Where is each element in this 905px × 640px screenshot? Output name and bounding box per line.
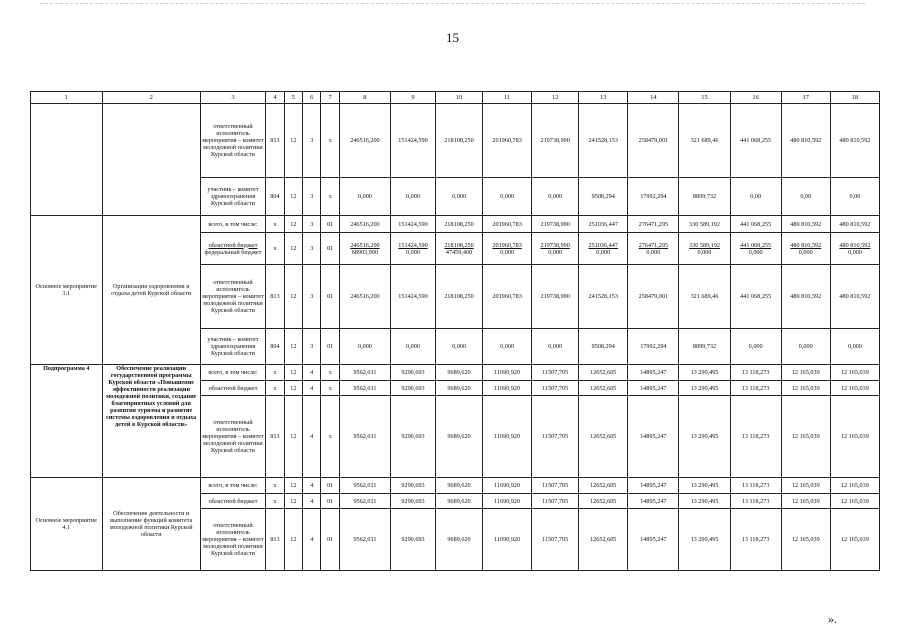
table-row <box>31 104 880 178</box>
col-header: 12 <box>532 92 579 104</box>
code-cell: 12 <box>284 216 302 233</box>
value-cell: 480 810,592 <box>830 265 879 329</box>
value-federal: 47459,400 <box>445 248 473 256</box>
code-cell: 3 <box>303 104 321 178</box>
value-cell: 480 810,592 <box>781 104 830 178</box>
value-cell: 13 118,273 <box>730 478 781 494</box>
value-cell: 11690,920 <box>483 509 532 571</box>
value-cell <box>679 233 730 265</box>
value-cell: 0,000 <box>339 178 390 216</box>
value-cell: 0,00 <box>830 178 879 216</box>
value-cell: 201960,783 <box>483 265 532 329</box>
value-cell <box>579 233 628 265</box>
value-cell: 246516,200 <box>339 104 390 178</box>
code-cell: 12 <box>284 381 302 396</box>
value-cell: 480 810,592 <box>781 216 830 233</box>
value-cell: 13 290,495 <box>679 494 730 509</box>
value-cell: 12 165,039 <box>781 365 830 381</box>
value-cell: 14895,247 <box>628 365 679 381</box>
value-regional: 330 589,192 <box>689 241 720 249</box>
value-cell: 12652,605 <box>579 509 628 571</box>
value-cell <box>628 233 679 265</box>
value-cell: 9562,011 <box>339 365 390 381</box>
responsible-cell: всего, в том числе: <box>200 478 265 494</box>
col-header: 10 <box>436 92 483 104</box>
value-regional: 276471,295 <box>638 241 669 249</box>
code-cell: 12 <box>284 365 302 381</box>
code-cell: х <box>321 178 339 216</box>
grbs-cell: 813 <box>266 265 284 329</box>
value-cell: 258479,001 <box>628 104 679 178</box>
value-cell: 11690,920 <box>483 478 532 494</box>
value-cell: 17992,294 <box>628 329 679 365</box>
value-cell: 330 589,192 <box>679 216 730 233</box>
value-federal: 0,000 <box>748 248 763 256</box>
value-cell: 11507,705 <box>532 381 579 396</box>
grbs-cell: 813 <box>266 396 284 478</box>
code-cell: х <box>321 104 339 178</box>
program-name-cell: Организация оздоровления и отдыха детей Курской области <box>102 216 200 365</box>
budget-label: федеральный бюджет <box>204 248 262 256</box>
value-cell: 219738,990 <box>532 265 579 329</box>
value-cell: 0,000 <box>436 329 483 365</box>
code-cell: х <box>321 381 339 396</box>
value-cell: 441 068,255 <box>730 265 781 329</box>
value-cell: 0,000 <box>483 329 532 365</box>
value-cell: 0,00 <box>730 178 781 216</box>
code-cell: 01 <box>321 265 339 329</box>
value-cell <box>483 233 532 265</box>
value-cell: 151424,590 <box>391 265 436 329</box>
value-cell: 9290,693 <box>391 396 436 478</box>
table-row <box>31 365 880 381</box>
value-cell: 0,000 <box>830 329 879 365</box>
page-number: 15 <box>446 30 459 45</box>
blank-cell <box>102 104 200 216</box>
table-row <box>31 216 880 233</box>
code-cell: 12 <box>284 233 302 265</box>
grbs-cell: х <box>266 216 284 233</box>
value-regional: 201960,783 <box>492 241 522 249</box>
value-cell: 276471,295 <box>628 216 679 233</box>
value-cell: 13 290,495 <box>679 365 730 381</box>
value-cell: 241528,153 <box>579 104 628 178</box>
col-header: 15 <box>679 92 730 104</box>
value-cell: 12 165,039 <box>830 494 879 509</box>
value-cell: 13 290,495 <box>679 396 730 478</box>
value-cell: 9290,693 <box>391 365 436 381</box>
code-cell: 01 <box>321 478 339 494</box>
value-cell: 12 165,039 <box>830 478 879 494</box>
value-cell: 321 689,46 <box>679 265 730 329</box>
value-cell: 9290,693 <box>391 381 436 396</box>
value-cell: 480 810,592 <box>830 104 879 178</box>
value-cell: 14895,247 <box>628 494 679 509</box>
value-cell: 12652,605 <box>579 381 628 396</box>
grbs-cell: х <box>266 494 284 509</box>
responsible-cell: участник – комитет здравоохранения Курской области <box>200 329 265 365</box>
grbs-cell: 813 <box>266 509 284 571</box>
value-cell: 12 165,039 <box>830 509 879 571</box>
grbs-cell: х <box>266 233 284 265</box>
value-cell: 8899,732 <box>679 178 730 216</box>
code-cell: 3 <box>303 178 321 216</box>
value-cell: 9689,620 <box>436 396 483 478</box>
value-regional: 218108,250 <box>444 241 474 249</box>
code-cell: 4 <box>303 365 321 381</box>
value-cell: 12 165,039 <box>781 478 830 494</box>
value-cell: 12 165,039 <box>830 381 879 396</box>
responsible-cell: ответственный исполнитель мероприятия – комитет молодежной политики Курской области <box>200 396 265 478</box>
code-cell: 01 <box>321 216 339 233</box>
value-cell: 218108,250 <box>436 216 483 233</box>
value-cell: 0,000 <box>781 329 830 365</box>
value-cell <box>391 233 436 265</box>
value-cell: 218108,250 <box>436 104 483 178</box>
value-cell: 9689,620 <box>436 381 483 396</box>
value-cell <box>781 233 830 265</box>
value-cell: 9562,011 <box>339 381 390 396</box>
value-cell: 9290,693 <box>391 494 436 509</box>
responsible-cell: всего, в том числе: <box>200 365 265 381</box>
responsible-cell: ответственный исполнитель мероприятия – комитет молодежной политики Курской области <box>200 265 265 329</box>
value-cell: 0,000 <box>391 329 436 365</box>
value-regional: 251036,447 <box>588 241 618 249</box>
col-header: 9 <box>391 92 436 104</box>
value-cell: 0,00 <box>781 178 830 216</box>
value-cell: 9562,011 <box>339 396 390 478</box>
code-cell: х <box>321 365 339 381</box>
value-cell: 12652,605 <box>579 494 628 509</box>
col-header: 17 <box>781 92 830 104</box>
value-cell: 0,000 <box>730 329 781 365</box>
code-cell: 3 <box>303 265 321 329</box>
code-cell: 4 <box>303 478 321 494</box>
value-cell: 12652,605 <box>579 365 628 381</box>
value-cell: 251036,447 <box>579 216 628 233</box>
value-cell: 11690,920 <box>483 365 532 381</box>
code-cell: 12 <box>284 478 302 494</box>
value-cell <box>830 233 879 265</box>
value-cell: 9508,294 <box>579 329 628 365</box>
col-header: 5 <box>284 92 302 104</box>
value-cell: 13 290,495 <box>679 381 730 396</box>
value-cell: 12652,605 <box>579 396 628 478</box>
value-cell: 11690,920 <box>483 494 532 509</box>
value-cell: 219738,990 <box>532 104 579 178</box>
value-cell: 9689,620 <box>436 365 483 381</box>
value-cell: 8899,732 <box>679 329 730 365</box>
col-header: 6 <box>303 92 321 104</box>
value-cell: 9689,620 <box>436 494 483 509</box>
value-cell: 0,000 <box>391 178 436 216</box>
table-row <box>31 478 880 494</box>
value-cell: 12 165,039 <box>830 365 879 381</box>
value-cell: 12 165,039 <box>830 396 879 478</box>
value-cell: 12 165,039 <box>781 396 830 478</box>
value-cell: 11690,920 <box>483 381 532 396</box>
code-cell: 12 <box>284 509 302 571</box>
value-cell: 11507,705 <box>532 478 579 494</box>
value-cell: 0,000 <box>532 329 579 365</box>
value-cell: 12 165,039 <box>781 381 830 396</box>
value-cell: 12652,605 <box>579 478 628 494</box>
value-cell: 9290,693 <box>391 478 436 494</box>
grbs-cell: 804 <box>266 178 284 216</box>
value-cell: 241528,153 <box>579 265 628 329</box>
code-cell: 12 <box>284 265 302 329</box>
code-cell: 01 <box>321 509 339 571</box>
value-cell: 14895,247 <box>628 478 679 494</box>
value-federal: 0,000 <box>406 248 420 256</box>
value-cell: 13 118,273 <box>730 509 781 571</box>
value-cell: 246516,200 <box>339 216 390 233</box>
value-cell: 17992,294 <box>628 178 679 216</box>
code-cell: 3 <box>303 216 321 233</box>
value-federal: 68903,900 <box>351 248 379 256</box>
col-header: 7 <box>321 92 339 104</box>
value-cell: 13 290,495 <box>679 478 730 494</box>
col-header: 18 <box>830 92 879 104</box>
value-cell: 258479,001 <box>628 265 679 329</box>
col-header: 14 <box>628 92 679 104</box>
value-cell: 219738,990 <box>532 216 579 233</box>
value-cell: 9508,294 <box>579 178 628 216</box>
value-cell: 14895,247 <box>628 509 679 571</box>
responsible-cell: областной бюджет <box>200 494 265 509</box>
value-cell: 9290,693 <box>391 509 436 571</box>
value-cell: 201960,783 <box>483 216 532 233</box>
code-cell: 12 <box>284 104 302 178</box>
program-name-cell: Обеспечение деятельности и выполнение функций комитета молодежной политики Курской области <box>102 478 200 571</box>
grbs-cell: х <box>266 478 284 494</box>
code-cell: 12 <box>284 178 302 216</box>
code-cell: 4 <box>303 509 321 571</box>
value-cell: 246516,200 <box>339 265 390 329</box>
code-cell: 12 <box>284 396 302 478</box>
grbs-cell: 804 <box>266 329 284 365</box>
col-header: 16 <box>730 92 781 104</box>
value-cell: 13 290,495 <box>679 509 730 571</box>
code-cell: 3 <box>303 329 321 365</box>
value-cell: 480 810,592 <box>781 265 830 329</box>
value-cell: 218108,250 <box>436 265 483 329</box>
col-header: 2 <box>102 92 200 104</box>
scan-top-edge <box>40 3 865 4</box>
col-header: 3 <box>200 92 265 104</box>
value-regional: 246516,200 <box>350 241 380 249</box>
value-cell: 14895,247 <box>628 396 679 478</box>
value-cell: 12 165,039 <box>781 509 830 571</box>
header-row <box>31 92 880 104</box>
value-federal: 0,000 <box>646 248 661 256</box>
code-cell: 01 <box>321 329 339 365</box>
responsible-cell: участник – комитет здравоохранения Курской области <box>200 178 265 216</box>
value-federal: 0,000 <box>500 248 515 256</box>
value-cell: 0,000 <box>483 178 532 216</box>
value-cell <box>436 233 483 265</box>
code-cell: 01 <box>321 233 339 265</box>
col-header: 1 <box>31 92 103 104</box>
value-regional: 480 810,592 <box>839 241 871 249</box>
responsible-cell: ответственный исполнитель мероприятия – комитет молодежной политики Курской области <box>200 509 265 571</box>
program-name-cell: Обеспечение реализации государственной программы Курской области «Повышение эффективности реализации молодежной политики, создание благоприятных условий для развития туризма и развитие системы оздоровления и отдыха детей в Курской области» <box>102 365 200 478</box>
value-cell: 151424,590 <box>391 216 436 233</box>
col-header: 13 <box>579 92 628 104</box>
value-cell: 0,000 <box>532 178 579 216</box>
program-code-cell: Основное мероприятие 4.1 <box>31 478 103 571</box>
code-cell: 4 <box>303 396 321 478</box>
value-cell: 441 068,255 <box>730 216 781 233</box>
value-cell: 12 165,039 <box>781 494 830 509</box>
value-federal: 0,000 <box>596 248 611 256</box>
value-cell: 201960,783 <box>483 104 532 178</box>
value-cell: 11507,705 <box>532 509 579 571</box>
responsible-cell: ответственный исполнитель мероприятия – комитет молодежной политики Курской области <box>200 104 265 178</box>
code-cell: 4 <box>303 381 321 396</box>
value-cell <box>532 233 579 265</box>
value-cell: 9562,011 <box>339 478 390 494</box>
code-cell: 01 <box>321 494 339 509</box>
value-regional: 219738,990 <box>540 241 570 249</box>
value-federal: 0,000 <box>798 248 813 256</box>
value-federal: 0,000 <box>847 248 862 256</box>
grbs-cell: 813 <box>266 104 284 178</box>
value-cell: 13 118,273 <box>730 365 781 381</box>
value-cell: 321 689,46 <box>679 104 730 178</box>
value-cell: 9562,011 <box>339 509 390 571</box>
value-cell: 9562,011 <box>339 494 390 509</box>
value-cell: 9689,620 <box>436 509 483 571</box>
value-regional: 480 810,592 <box>790 241 822 249</box>
value-cell: 11507,705 <box>532 396 579 478</box>
value-cell: 9689,620 <box>436 478 483 494</box>
program-code-cell: Основное мероприятие 3.1 <box>31 216 103 365</box>
value-cell: 11507,705 <box>532 494 579 509</box>
responsible-cell: всего, в том числе: <box>200 216 265 233</box>
code-cell: х <box>321 396 339 478</box>
value-cell: 480 810,592 <box>830 216 879 233</box>
value-cell: 441 068,255 <box>730 104 781 178</box>
col-header: 4 <box>266 92 284 104</box>
value-regional: 441 068,255 <box>740 241 772 249</box>
code-cell: 12 <box>284 494 302 509</box>
value-federal: 0,000 <box>697 248 712 256</box>
closing-quote-mark: ». <box>828 612 837 626</box>
code-cell: 3 <box>303 233 321 265</box>
budget-label: областной бюджет <box>208 241 258 249</box>
value-cell: 13 118,273 <box>730 396 781 478</box>
blank-cell <box>31 104 103 216</box>
value-cell: 13 118,273 <box>730 381 781 396</box>
code-cell: 4 <box>303 494 321 509</box>
value-cell: 0,000 <box>339 329 390 365</box>
value-cell: 14895,247 <box>628 381 679 396</box>
value-cell <box>339 233 390 265</box>
value-cell <box>730 233 781 265</box>
value-cell: 11507,705 <box>532 365 579 381</box>
grbs-cell: х <box>266 365 284 381</box>
program-code-cell: Подпрограмма 4 <box>31 365 103 478</box>
value-cell: 0,000 <box>436 178 483 216</box>
col-header: 8 <box>339 92 390 104</box>
code-cell: 12 <box>284 329 302 365</box>
value-federal: 0,000 <box>548 248 563 256</box>
budget-table <box>30 91 880 571</box>
value-cell: 11690,920 <box>483 396 532 478</box>
responsible-cell <box>200 233 265 265</box>
value-cell: 151424,590 <box>391 104 436 178</box>
value-regional: 151424,590 <box>398 241 428 249</box>
col-header: 11 <box>483 92 532 104</box>
responsible-cell: областной бюджет <box>200 381 265 396</box>
value-cell: 13 118,273 <box>730 494 781 509</box>
grbs-cell: х <box>266 381 284 396</box>
